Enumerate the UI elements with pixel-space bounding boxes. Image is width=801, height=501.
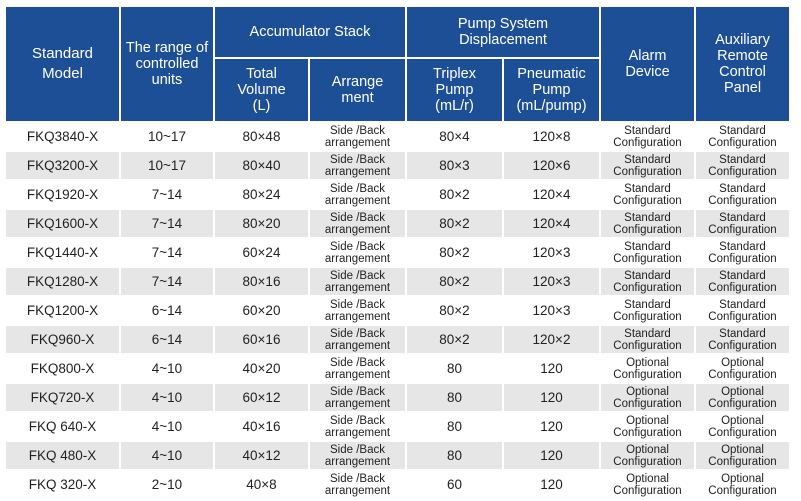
cell-volume: 40×8: [215, 471, 308, 498]
cell-panel: Optional Configuration: [696, 471, 789, 498]
cell-model: FKQ 320-X: [6, 471, 119, 498]
cell-volume: 80×24: [215, 181, 308, 208]
cell-range: 4~10: [121, 413, 213, 440]
table-row: [6, 355, 789, 382]
cell-model: FKQ 480-X: [6, 442, 119, 469]
cell-arrangement: Side /Back arrangement: [310, 123, 405, 150]
cell-arrangement: Side /Back arrangement: [310, 210, 405, 237]
cell-model: FKQ1280-X: [6, 268, 119, 295]
cell-panel: Standard Configuration: [696, 181, 789, 208]
header-range-controlled-units: The range of controlled units: [121, 7, 213, 121]
cell-model: FKQ720-X: [6, 384, 119, 411]
cell-volume: 60×16: [215, 326, 308, 353]
cell-arrangement: Side /Back arrangement: [310, 326, 405, 353]
cell-volume: 80×48: [215, 123, 308, 150]
header-accumulator-stack: Accumulator Stack: [215, 7, 405, 57]
cell-pneumatic: 120×3: [504, 239, 599, 266]
cell-model: FKQ960-X: [6, 326, 119, 353]
header-total-volume: Total Volume (L): [215, 59, 308, 121]
header-pump-system-displacement: Pump System Displacement: [407, 7, 599, 57]
cell-triplex: 80: [407, 442, 502, 469]
cell-range: 4~10: [121, 355, 213, 382]
cell-alarm: Standard Configuration: [601, 326, 694, 353]
cell-model: FKQ3200-X: [6, 152, 119, 179]
cell-arrangement: Side /Back arrangement: [310, 268, 405, 295]
cell-triplex: 80×2: [407, 181, 502, 208]
cell-volume: 60×20: [215, 297, 308, 324]
cell-range: 6~14: [121, 326, 213, 353]
cell-panel: Standard Configuration: [696, 239, 789, 266]
table-row: [6, 297, 789, 324]
cell-range: 10~17: [121, 123, 213, 150]
header-auxiliary-remote-control-panel: Auxiliary Remote Control Panel: [696, 7, 789, 121]
cell-volume: 40×20: [215, 355, 308, 382]
cell-pneumatic: 120: [504, 413, 599, 440]
cell-model: FKQ3840-X: [6, 123, 119, 150]
cell-alarm: Standard Configuration: [601, 239, 694, 266]
cell-panel: Standard Configuration: [696, 152, 789, 179]
table-row: [6, 181, 789, 208]
cell-triplex: 80×2: [407, 297, 502, 324]
cell-triplex: 80×2: [407, 210, 502, 237]
cell-triplex: 80×2: [407, 239, 502, 266]
cell-triplex: 80: [407, 413, 502, 440]
cell-alarm: Optional Configuration: [601, 471, 694, 498]
cell-alarm: Optional Configuration: [601, 413, 694, 440]
cell-pneumatic: 120: [504, 355, 599, 382]
table-row: [6, 123, 789, 150]
table-row: [6, 413, 789, 440]
table-row: [6, 152, 789, 179]
cell-alarm: Optional Configuration: [601, 355, 694, 382]
cell-triplex: 80×2: [407, 326, 502, 353]
cell-pneumatic: 120: [504, 384, 599, 411]
cell-pneumatic: 120×4: [504, 210, 599, 237]
cell-triplex: 80×2: [407, 268, 502, 295]
cell-arrangement: Side /Back arrangement: [310, 239, 405, 266]
cell-panel: Standard Configuration: [696, 297, 789, 324]
cell-arrangement: Side /Back arrangement: [310, 442, 405, 469]
header-arrangement: Arrange ment: [310, 59, 405, 121]
cell-range: 2~10: [121, 471, 213, 498]
table-row: [6, 239, 789, 266]
cell-panel: Standard Configuration: [696, 268, 789, 295]
cell-panel: Optional Configuration: [696, 442, 789, 469]
cell-panel: Optional Configuration: [696, 413, 789, 440]
cell-panel: Optional Configuration: [696, 355, 789, 382]
cell-range: 10~17: [121, 152, 213, 179]
cell-range: 7~14: [121, 210, 213, 237]
cell-model: FKQ 640-X: [6, 413, 119, 440]
table-body: [6, 123, 789, 498]
cell-pneumatic: 120: [504, 471, 599, 498]
cell-pneumatic: 120×2: [504, 326, 599, 353]
specification-table: [4, 5, 791, 500]
cell-volume: 60×24: [215, 239, 308, 266]
header-standard-model: Standard Model: [6, 7, 119, 121]
cell-alarm: Optional Configuration: [601, 442, 694, 469]
cell-arrangement: Side /Back arrangement: [310, 471, 405, 498]
cell-panel: Optional Configuration: [696, 384, 789, 411]
table-header: [6, 7, 789, 121]
cell-model: FKQ800-X: [6, 355, 119, 382]
cell-arrangement: Side /Back arrangement: [310, 355, 405, 382]
cell-range: 6~14: [121, 297, 213, 324]
header-pneumatic-pump: Pneumatic Pump (mL/pump): [504, 59, 599, 121]
table-row: [6, 268, 789, 295]
table-row: [6, 326, 789, 353]
cell-alarm: Standard Configuration: [601, 297, 694, 324]
cell-alarm: Standard Configuration: [601, 152, 694, 179]
cell-volume: 40×16: [215, 413, 308, 440]
cell-pneumatic: 120×8: [504, 123, 599, 150]
cell-volume: 40×12: [215, 442, 308, 469]
cell-alarm: Standard Configuration: [601, 181, 694, 208]
cell-pneumatic: 120×6: [504, 152, 599, 179]
table-row: [6, 384, 789, 411]
cell-arrangement: Side /Back arrangement: [310, 152, 405, 179]
header-triplex-pump: Triplex Pump (mL/r): [407, 59, 502, 121]
cell-arrangement: Side /Back arrangement: [310, 384, 405, 411]
cell-alarm: Standard Configuration: [601, 210, 694, 237]
cell-triplex: 80×3: [407, 152, 502, 179]
cell-volume: 60×12: [215, 384, 308, 411]
cell-volume: 80×20: [215, 210, 308, 237]
cell-range: 4~10: [121, 384, 213, 411]
table-row: [6, 210, 789, 237]
cell-arrangement: Side /Back arrangement: [310, 297, 405, 324]
cell-pneumatic: 120×3: [504, 297, 599, 324]
cell-pneumatic: 120×4: [504, 181, 599, 208]
cell-arrangement: Side /Back arrangement: [310, 413, 405, 440]
cell-triplex: 60: [407, 471, 502, 498]
cell-model: FKQ1200-X: [6, 297, 119, 324]
cell-pneumatic: 120×3: [504, 268, 599, 295]
cell-range: 7~14: [121, 239, 213, 266]
cell-model: FKQ1920-X: [6, 181, 119, 208]
cell-triplex: 80×4: [407, 123, 502, 150]
cell-model: FKQ1440-X: [6, 239, 119, 266]
table-row: [6, 471, 789, 498]
header-alarm-device: Alarm Device: [601, 7, 694, 121]
cell-range: 7~14: [121, 268, 213, 295]
cell-model: FKQ1600-X: [6, 210, 119, 237]
cell-volume: 80×40: [215, 152, 308, 179]
cell-alarm: Standard Configuration: [601, 123, 694, 150]
cell-panel: Standard Configuration: [696, 326, 789, 353]
cell-range: 7~14: [121, 181, 213, 208]
cell-pneumatic: 120: [504, 442, 599, 469]
cell-triplex: 80: [407, 384, 502, 411]
cell-volume: 80×16: [215, 268, 308, 295]
cell-panel: Standard Configuration: [696, 210, 789, 237]
cell-arrangement: Side /Back arrangement: [310, 181, 405, 208]
cell-triplex: 80: [407, 355, 502, 382]
cell-alarm: Standard Configuration: [601, 268, 694, 295]
cell-range: 4~10: [121, 442, 213, 469]
cell-panel: Standard Configuration: [696, 123, 789, 150]
cell-alarm: Optional Configuration: [601, 384, 694, 411]
table-row: [6, 442, 789, 469]
